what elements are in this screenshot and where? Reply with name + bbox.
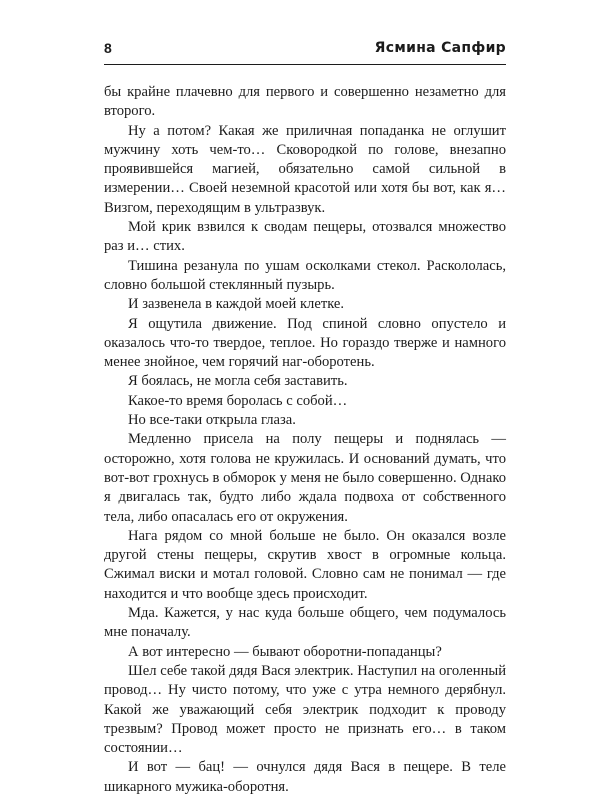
paragraph: Шел себе такой дядя Вася электрик. Наступил на оголенный провод… Ну чисто потому, что уже с утра немного дерябнул. Какой же уважающий себя электрик подходит к проводу трезвым? Провод может просто не признать его… в таком состоянии… (104, 662, 506, 757)
body-text (104, 83, 506, 797)
paragraph: А вот интересно — бывают оборотни-попаданцы? (128, 643, 442, 660)
paragraph: Медленно присела на полу пещеры и поднялась — осторожно, хотя голова не кружилась. И оснований думать, что вот-вот грохнусь в обморок у меня не было совершенно. Однако я двигалась так, будто либо ждала подвоха от собственного тела, либо опасалась его от окружения. (104, 431, 506, 525)
paragraph: Ну а потом? Какая же приличная попаданка не оглушит мужчину хоть чем-то… Сковородкой по голове, внезапно проявившейся магией, обязательно самой сильной в измерении… Своей неземной красотой или хотя бы вот, как я… Визгом, переходящим в ультразвук. (104, 122, 506, 216)
paragraph-continuation: бы крайне плачевно для первого и совершенно незаметно для второго. (104, 84, 506, 120)
header-rule (104, 64, 506, 65)
paragraph: Нага рядом со мной больше не было. Он оказался возле другой стены пещеры, скрутив хвост в огромные кольца. Сжимал виски и мотал головой. Словно сам не понимал — где находится и что вообще здесь происходит. (104, 527, 506, 602)
paragraph: Я ощутила движение. Под спиной словно опустело и оказалось что-то твердое, теплое. Но гораздо тверже и намного менее знойное, чем горячий наг-оборотень. (104, 315, 506, 371)
paragraph: Какое-то время боролась с собой… (128, 392, 348, 409)
paragraph: Я боялась, не могла себя заставить. (128, 373, 348, 390)
running-head-author: Ясмина Сапфир (374, 40, 506, 56)
paragraph: И вот — бац! — очнулся дядя Вася в пещере. В теле шикарного мужика-оборотня. (104, 759, 506, 795)
paragraph: Мда. Кажется, у нас куда больше общего, чем подумалось мне поначалу. (104, 605, 506, 641)
running-header (104, 40, 506, 64)
paragraph: Но все-таки открыла глаза. (128, 412, 296, 429)
paragraph: Тишина резанула по ушам осколками стекол. Раскололась, словно большой стеклянный пузырь. (104, 257, 506, 293)
page-number: 8 (104, 40, 113, 56)
paragraph: Мой крик взвился к сводам пещеры, отозвался множество раз и… стих. (104, 219, 506, 255)
paragraph: И зазвенела в каждой моей клетке. (128, 296, 345, 313)
